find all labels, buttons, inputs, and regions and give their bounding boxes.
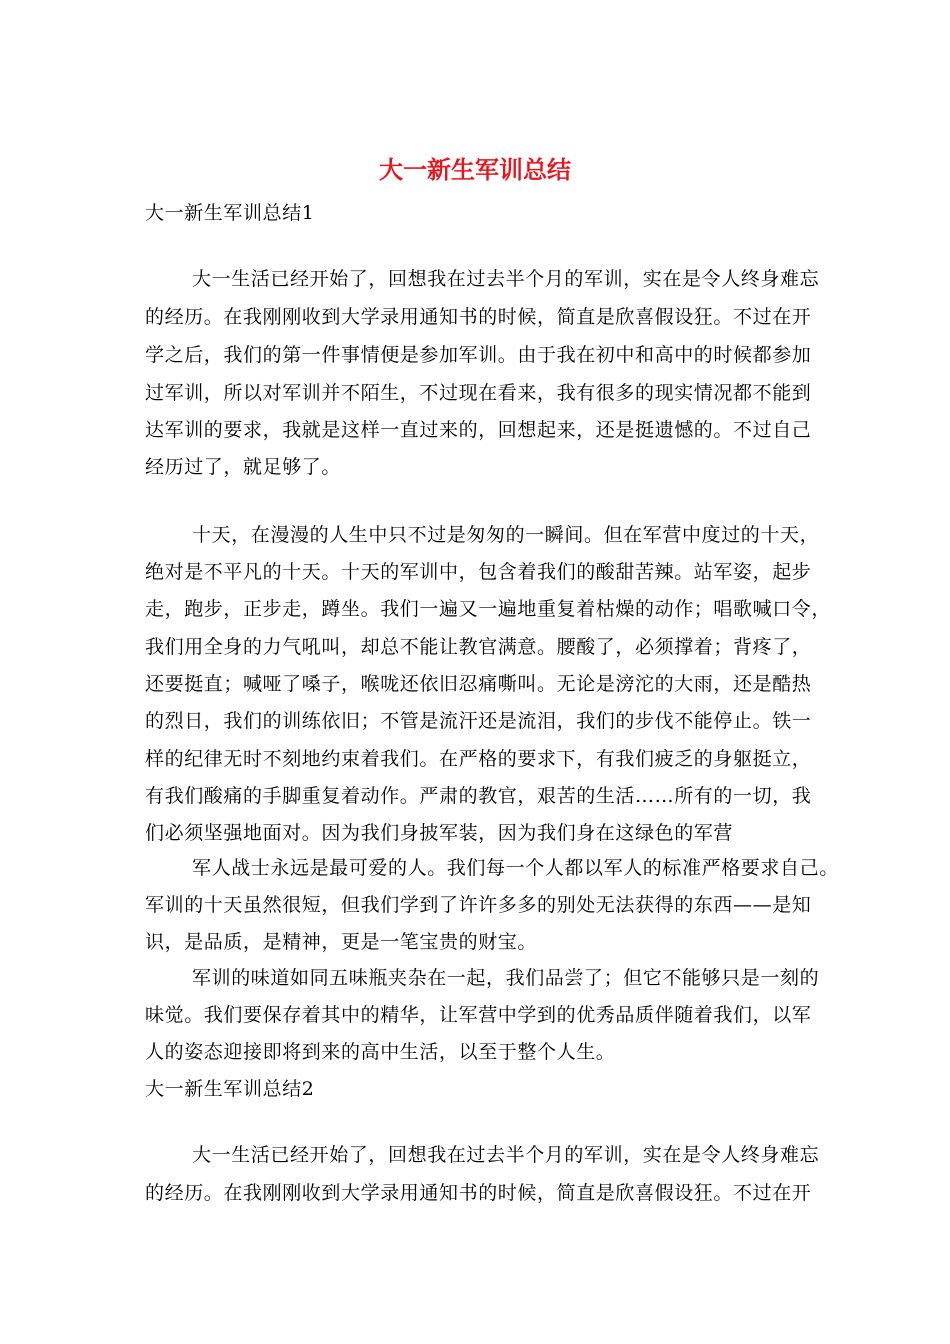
paragraph-line: 经历过了，就足够了。: [145, 456, 342, 478]
paragraph-line: 军训的味道如同五味瓶夹杂在一起，我们品尝了；但它不能够只是一刻的: [192, 967, 820, 989]
section-heading-1: 大一新生军训总结1: [145, 202, 315, 224]
paragraph-line: 十天，在漫漫的人生中只不过是匆匆的一瞬间。但在军营中度过的十天，: [192, 524, 820, 546]
paragraph-line: 的经历。在我刚刚收到大学录用通知书的时候，简直是欣喜假设狂。不过在开: [145, 306, 812, 328]
paragraph-line: 的烈日，我们的训练依旧；不管是流汗还是流泪，我们的步伐不能停止。铁一: [145, 710, 812, 732]
paragraph-line: 人的姿态迎接即将到来的高中生活，以至于整个人生。: [145, 1041, 616, 1063]
paragraph-line: 大一生活已经开始了，回想我在过去半个月的军训，实在是令人终身难忘: [192, 1144, 820, 1166]
paragraph-line: 有我们酸痛的手脚重复着动作。严肃的教官，艰苦的生活……所有的一切，我: [145, 785, 812, 807]
paragraph-line: 我们用全身的力气吼叫，却总不能让教官满意。腰酸了，必须撑着；背疼了，: [145, 636, 812, 658]
paragraph-line: 走，跑步，正步走，蹲坐。我们一遍又一遍地重复着枯燥的动作；唱歌喊口令，: [145, 598, 832, 620]
paragraph-line: 军人战士永远是最可爱的人。我们每一个人都以军人的标准严格要求自己。: [192, 857, 839, 879]
paragraph-line: 绝对是不平凡的十天。十天的军训中，包含着我们的酸甜苦辣。站军姿，起步: [145, 561, 812, 583]
paragraph-line: 大一生活已经开始了，回想我在过去半个月的军训，实在是令人终身难忘: [192, 268, 820, 290]
paragraph-line: 识，是品质，是精神，更是一笔宝贵的财宝。: [145, 931, 538, 953]
paragraph-line: 还要挺直；喊哑了嗓子，喉咙还依旧忍痛嘶叫。无论是滂沱的大雨，还是酷热: [145, 673, 812, 695]
section-heading-2: 大一新生军训总结2: [145, 1078, 315, 1100]
paragraph-line: 学之后，我们的第一件事情便是参加军训。由于我在初中和高中的时候都参加: [145, 344, 812, 366]
paragraph-line: 样的纪律无时不刻地约束着我们。在严格的要求下，有我们疲乏的身躯挺立，: [145, 748, 812, 770]
paragraph-line: 过军训，所以对军训并不陌生，不过现在看来，我有很多的现实情况都不能到: [145, 382, 812, 404]
paragraph-line: 达军训的要求，我就是这样一直过来的，回想起来，还是挺遗憾的。不过自己: [145, 419, 812, 441]
paragraph-line: 军训的十天虽然很短，但我们学到了许许多多的别处无法获得的东西——是知: [145, 894, 812, 916]
paragraph-line: 的经历。在我刚刚收到大学录用通知书的时候，简直是欣喜假设狂。不过在开: [145, 1182, 812, 1204]
paragraph-line: 味觉。我们要保存着其中的精华，让军营中学到的优秀品质伴随着我们，以军: [145, 1004, 812, 1026]
page-title: 大一新生军训总结: [379, 155, 571, 184]
paragraph-line: 们必须坚强地面对。因为我们身披军装，因为我们身在这绿色的军营: [145, 822, 734, 844]
